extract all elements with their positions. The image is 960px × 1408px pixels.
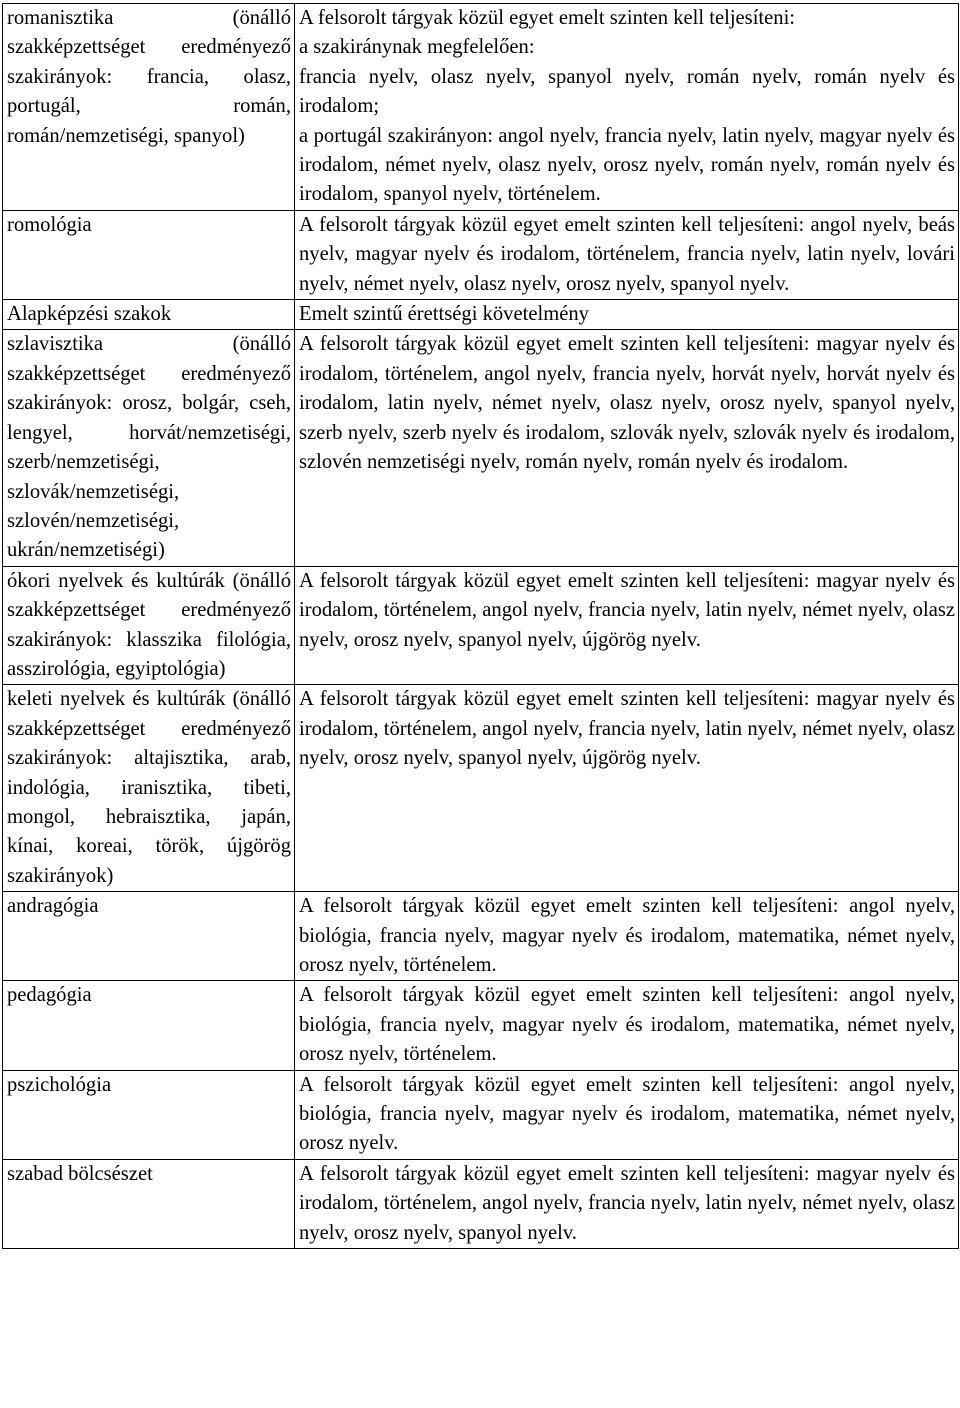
requirement-text: francia nyelv, olasz nyelv, spanyol nyelv, román nyelv, román nyelv és irodalom; xyxy=(299,65,955,118)
requirement-text: a szakiránynak megfelelően: xyxy=(299,36,535,59)
requirement-cell: A felsorolt tárgyak közül egyet emelt szinten kell teljesíteni: angol nyelv, biológia, francia nyelv, magyar nyelv és irodalom, matematika, német nyelv, orosz nyelv, történelem. xyxy=(295,981,959,1070)
major-name-cell: romológia xyxy=(3,210,295,299)
table-row xyxy=(3,892,959,981)
table-row xyxy=(3,1070,959,1159)
requirement-cell: A felsorolt tárgyak közül egyet emelt szinten kell teljesíteni: magyar nyelv és irodalom, történelem, angol nyelv, francia nyelv, latin nyelv, német nyelv, olasz nyelv, orosz nyelv, spanyol nyelv, újgörög nyelv. xyxy=(295,685,959,892)
requirement-cell xyxy=(295,4,959,211)
column-header-major: Alapképzési szakok xyxy=(3,300,295,330)
column-header-requirement: Emelt szintű érettségi követelmény xyxy=(295,300,959,330)
requirements-table xyxy=(2,3,959,1249)
requirement-cell: A felsorolt tárgyak közül egyet emelt szinten kell teljesíteni: angol nyelv, biológia, francia nyelv, magyar nyelv és irodalom, matematika, német nyelv, orosz nyelv. xyxy=(295,1070,959,1159)
table-row xyxy=(3,210,959,299)
major-name-cell: szabad bölcsészet xyxy=(3,1159,295,1248)
table-row xyxy=(3,981,959,1070)
major-name-cell: szlavisztika (önálló szakképzettséget eredményező szakirányok: orosz, bolgár, cseh, lengyel, horvát/nemzetiségi, szerb/nemzetiségi, szlovák/nemzetiségi, szlovén/nemzetiségi, ukrán/nemzetiségi) xyxy=(3,330,295,566)
requirement-cell: A felsorolt tárgyak közül egyet emelt szinten kell teljesíteni: angol nyelv, beás nyelv, magyar nyelv és irodalom, történelem, francia nyelv, latin nyelv, lovári nyelv, német nyelv, olasz nyelv, orosz nyelv, spanyol nyelv. xyxy=(295,210,959,299)
major-name-cell: romanisztika (önálló szakképzettséget eredményező szakirányok: francia, olasz, portugál, román, román/nemzetiségi, spanyol) xyxy=(3,4,295,211)
table-row xyxy=(3,685,959,892)
table-row xyxy=(3,330,959,566)
major-name-cell: andragógia xyxy=(3,892,295,981)
requirement-cell: A felsorolt tárgyak közül egyet emelt szinten kell teljesíteni: angol nyelv, biológia, francia nyelv, magyar nyelv és irodalom, matematika, német nyelv, orosz nyelv, történelem. xyxy=(295,892,959,981)
table-row xyxy=(3,566,959,685)
requirement-cell: A felsorolt tárgyak közül egyet emelt szinten kell teljesíteni: magyar nyelv és irodalom, történelem, angol nyelv, francia nyelv, latin nyelv, német nyelv, olasz nyelv, orosz nyelv, spanyol nyelv. xyxy=(295,1159,959,1248)
requirement-cell: A felsorolt tárgyak közül egyet emelt szinten kell teljesíteni: magyar nyelv és irodalom, történelem, angol nyelv, francia nyelv, latin nyelv, német nyelv, olasz nyelv, orosz nyelv, spanyol nyelv, újgörög nyelv. xyxy=(295,566,959,685)
table-row xyxy=(3,4,959,211)
requirement-cell: A felsorolt tárgyak közül egyet emelt szinten kell teljesíteni: magyar nyelv és irodalom, történelem, angol nyelv, francia nyelv, horvát nyelv, horvát nyelv és irodalom, latin nyelv, német nyelv, olasz nyelv, orosz nyelv, spanyol nyelv, szerb nyelv, szerb nyelv és irodalom, szlovák nyelv, szlovák nyelv és irodalom, szlovén nemzetiségi nyelv, román nyelv, román nyelv és irodalom. xyxy=(295,330,959,566)
requirement-text: a portugál szakirányon: angol nyelv, francia nyelv, latin nyelv, magyar nyelv és irodalom, német nyelv, olasz nyelv, orosz nyelv, román nyelv, román nyelv és irodalom, spanyol nyelv, történelem. xyxy=(299,124,955,206)
requirement-text: A felsorolt tárgyak közül egyet emelt szinten kell teljesíteni: xyxy=(299,7,796,29)
major-name-cell: ókori nyelvek és kultúrák (önálló szakképzettséget eredményező szakirányok: klasszika filológia, asszirológia, egyiptológia) xyxy=(3,566,295,685)
major-name-cell: pszichológia xyxy=(3,1070,295,1159)
table-header-row xyxy=(3,300,959,330)
major-name-cell: pedagógia xyxy=(3,981,295,1070)
major-name-cell: keleti nyelvek és kultúrák (önálló szakképzettséget eredményező szakirányok: altajisztika, arab, indológia, iranisztika, tibeti, mongol, hebraisztika, japán, kínai, koreai, török, újgörög szakirányok) xyxy=(3,685,295,892)
table-row xyxy=(3,1159,959,1248)
